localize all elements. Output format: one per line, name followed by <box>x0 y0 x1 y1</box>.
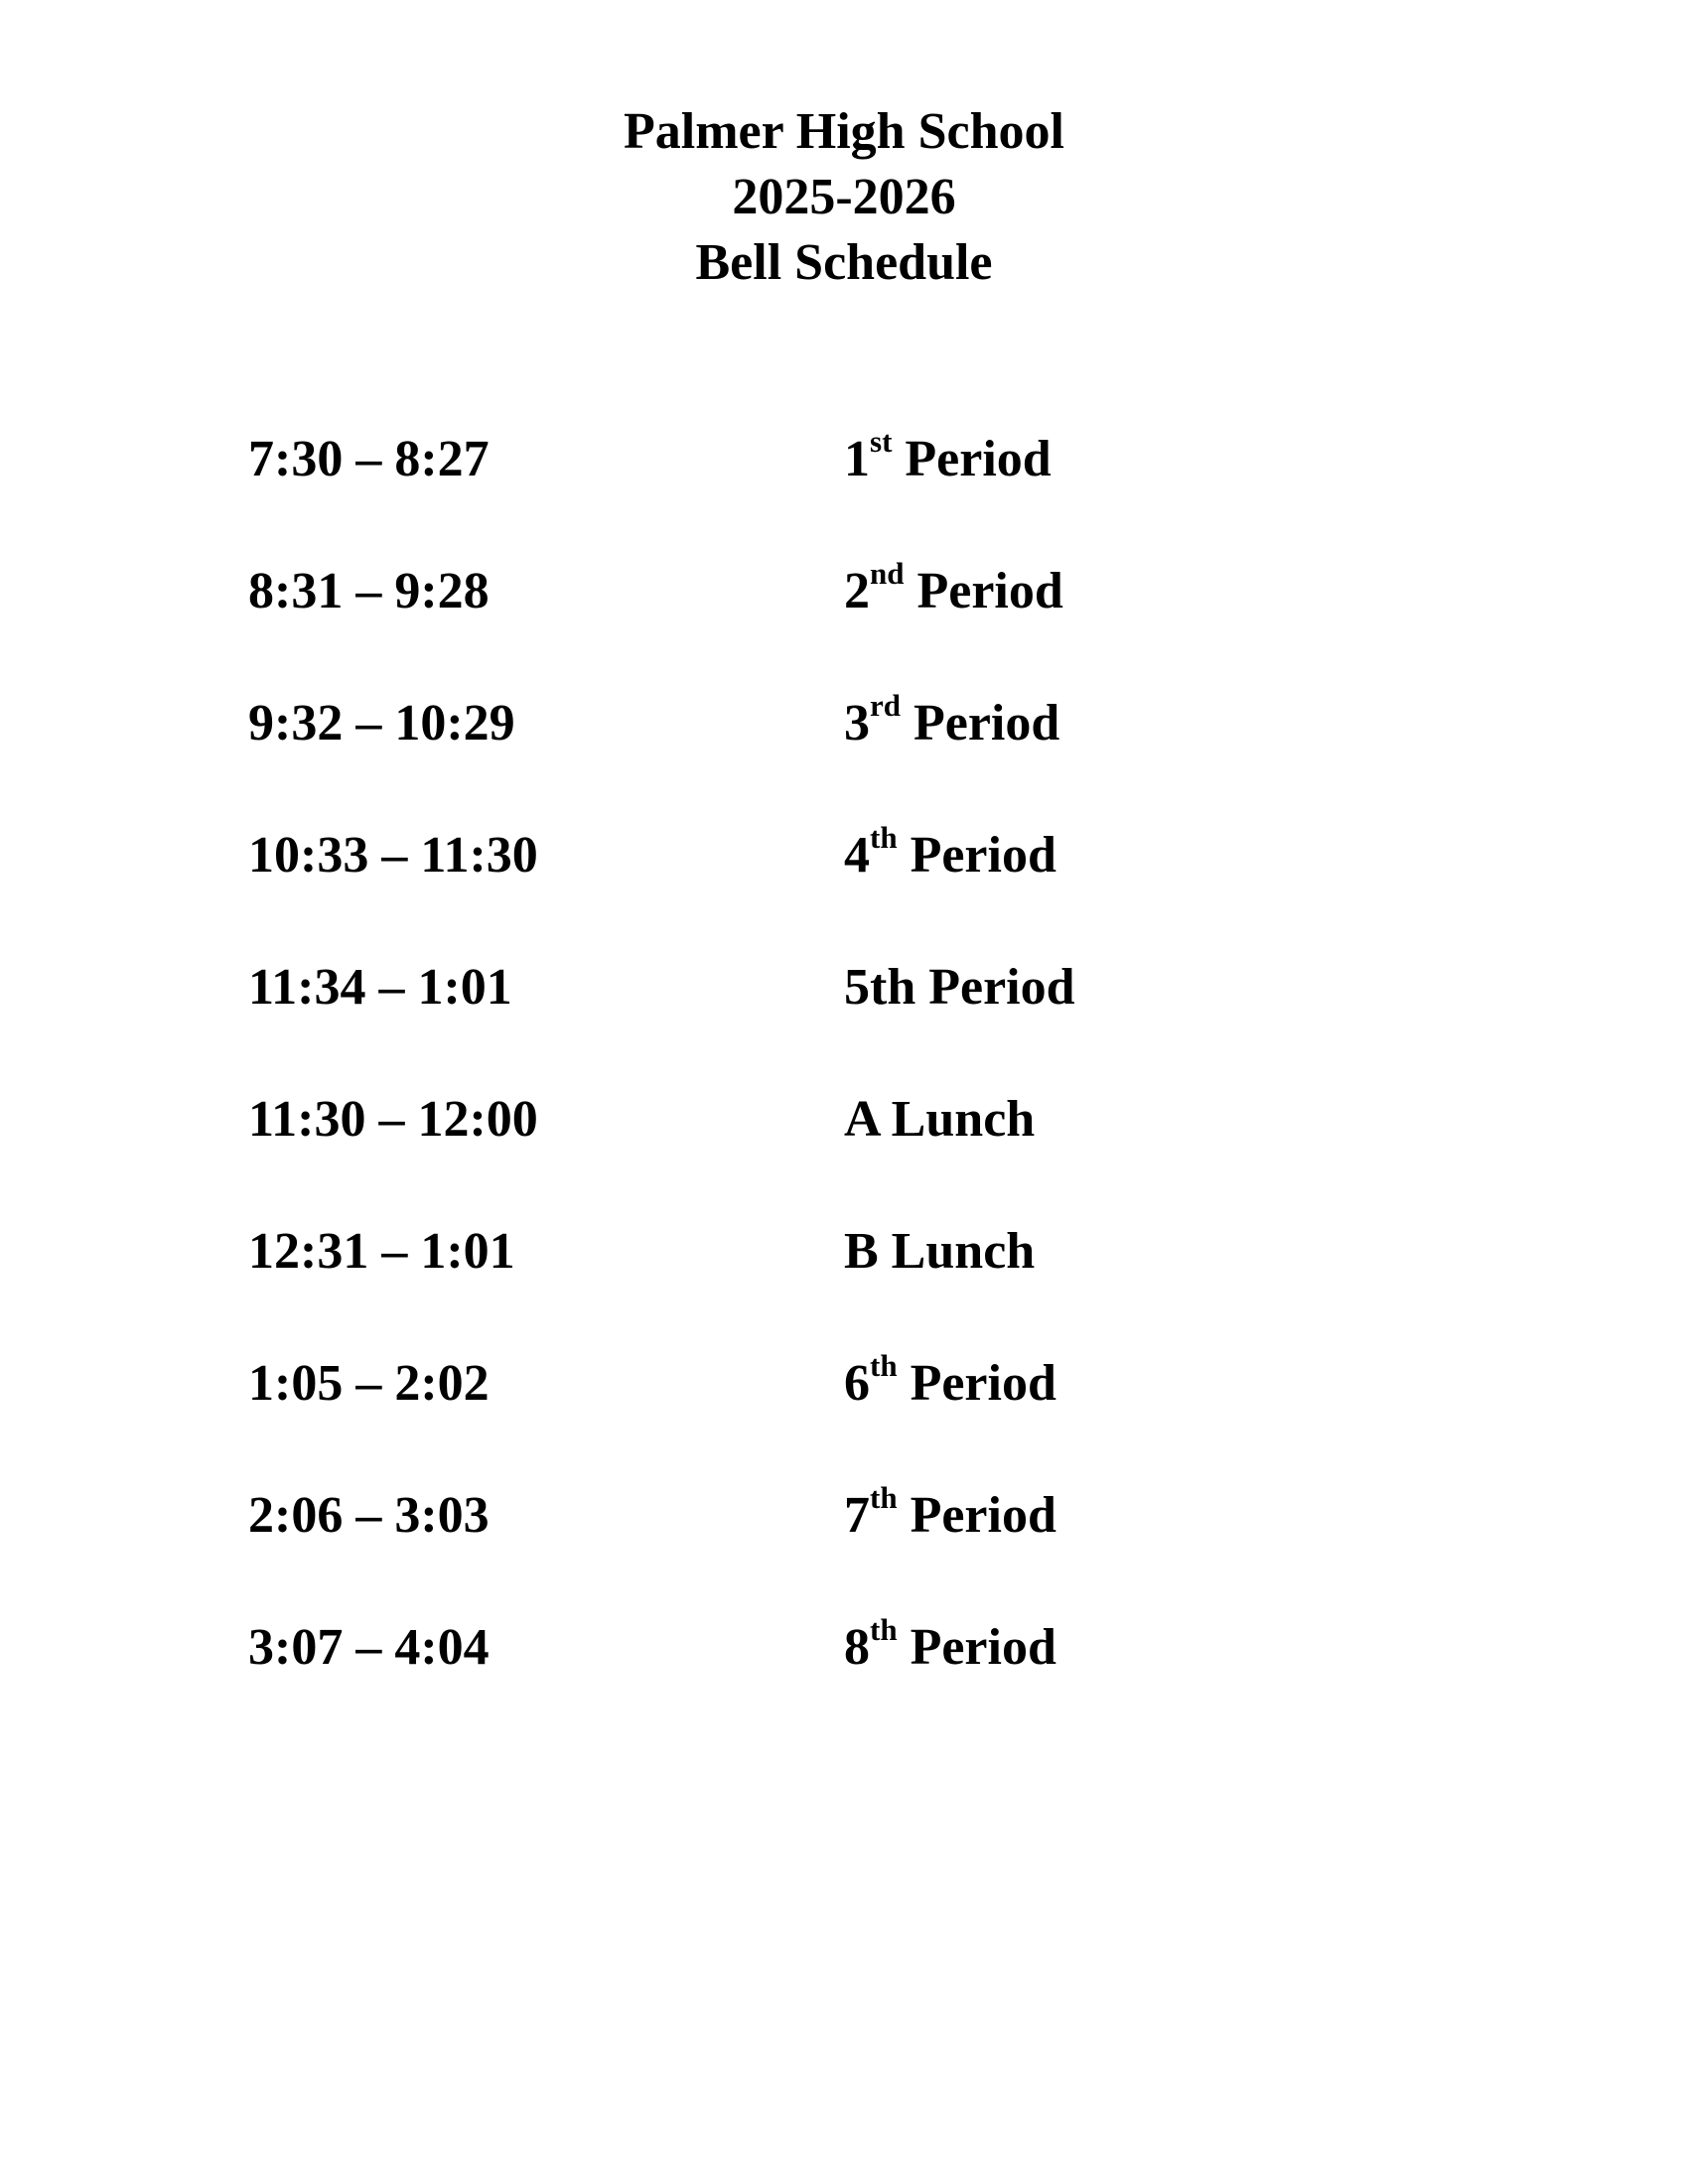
schedule-row <box>248 955 1440 1087</box>
schedule-row <box>248 423 1440 559</box>
period-label: 7th Period <box>844 1479 1056 1544</box>
period-label: A Lunch <box>844 1091 1036 1148</box>
bell-schedule <box>248 423 1440 1747</box>
time-range: 12:31 – 1:01 <box>248 1223 515 1280</box>
time-range: 1:05 – 2:02 <box>248 1355 490 1412</box>
schedule-row <box>248 819 1440 955</box>
period-label: 2nd Period <box>844 555 1063 619</box>
period-label: 8th Period <box>844 1611 1056 1676</box>
time-range: 11:30 – 12:00 <box>248 1091 538 1148</box>
document-header <box>0 99 1688 296</box>
schedule-row <box>248 555 1440 691</box>
time-range: 11:34 – 1:01 <box>248 959 512 1016</box>
period-label: 5th Period <box>844 959 1075 1016</box>
schedule-row <box>248 1347 1440 1483</box>
time-range: 8:31 – 9:28 <box>248 563 490 619</box>
school-year: 2025-2026 <box>732 169 956 225</box>
time-range: 9:32 – 10:29 <box>248 695 515 751</box>
time-range: 2:06 – 3:03 <box>248 1487 490 1544</box>
schedule-row <box>248 687 1440 823</box>
school-name: Palmer High School <box>624 103 1064 160</box>
schedule-row <box>248 1611 1440 1747</box>
period-label: 4th Period <box>844 819 1056 884</box>
schedule-row <box>248 1479 1440 1615</box>
period-label: 3rd Period <box>844 687 1060 751</box>
time-range: 10:33 – 11:30 <box>248 827 538 884</box>
time-range: 7:30 – 8:27 <box>248 431 490 487</box>
schedule-row <box>248 1219 1440 1351</box>
period-label: B Lunch <box>844 1223 1036 1280</box>
period-label: 1st Period <box>844 423 1052 487</box>
schedule-row <box>248 1087 1440 1219</box>
period-label: 6th Period <box>844 1347 1056 1412</box>
time-range: 3:07 – 4:04 <box>248 1619 490 1676</box>
document-title: Bell Schedule <box>695 234 993 291</box>
